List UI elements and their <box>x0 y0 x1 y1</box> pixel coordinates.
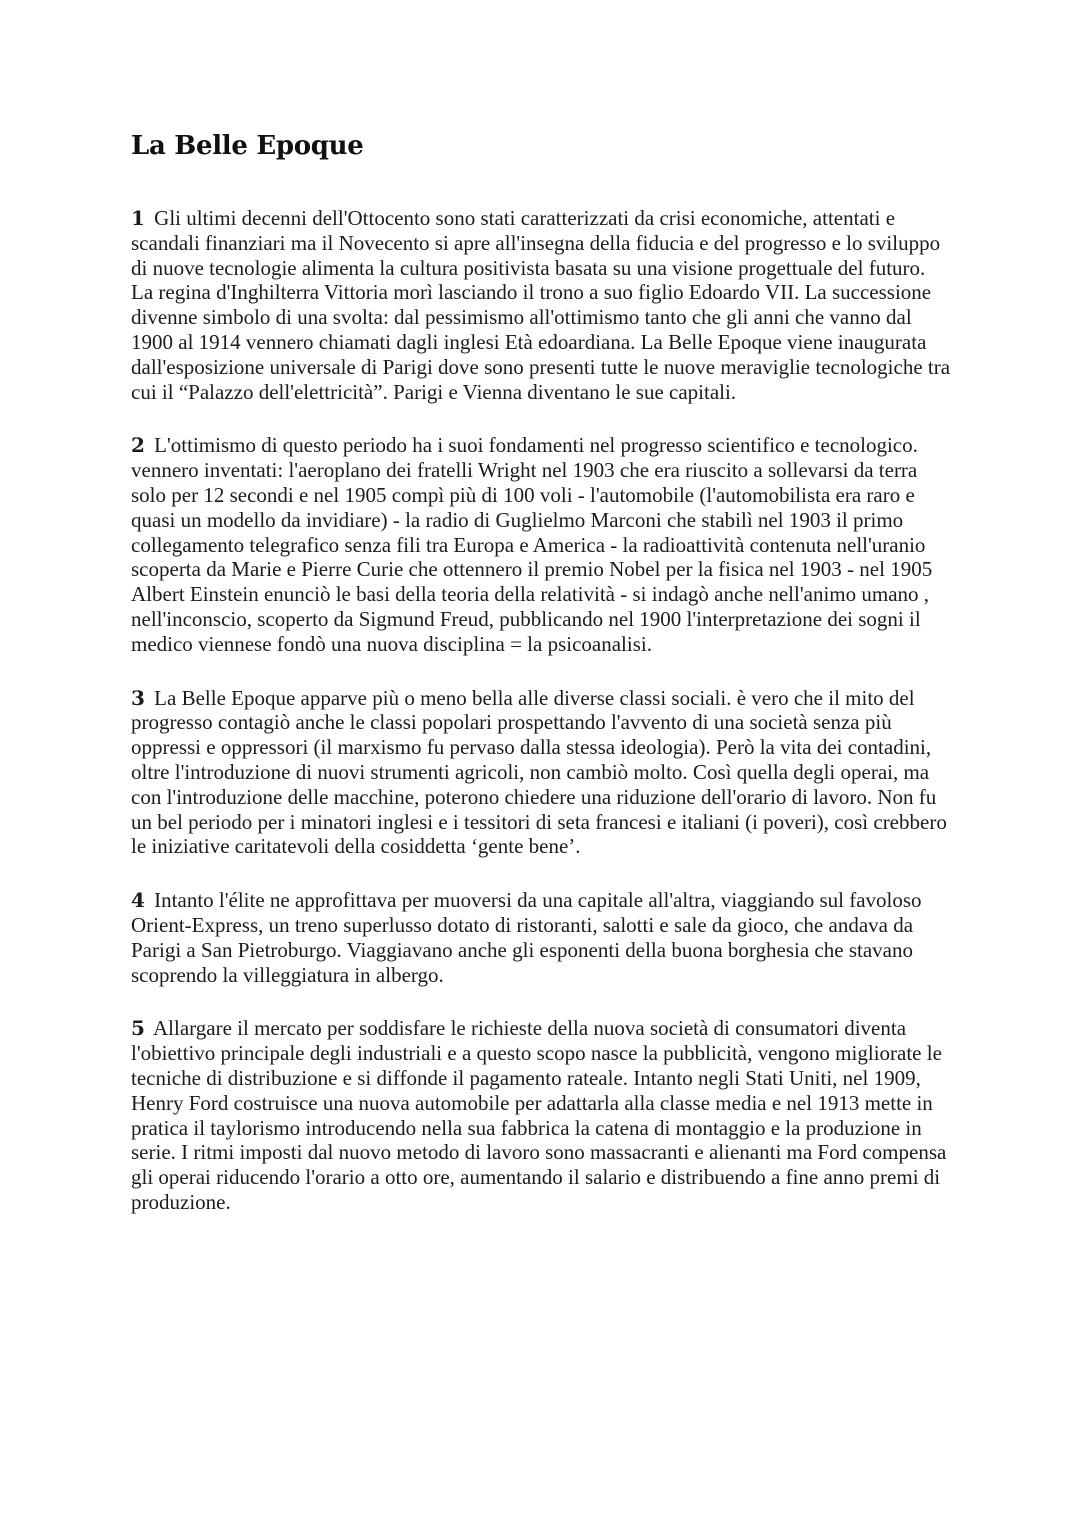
paragraph-number: 1 <box>131 206 145 230</box>
document-title: La Belle Epoque <box>131 131 364 161</box>
paragraph-text: La Belle Epoque apparve più o meno bella alle diverse classi sociali. è vero che il mito del progresso contagiò anche le classi popolari prospettando l'avvento di una società senza più oppressi e oppressori (il marxismo fu pervaso dalla stessa ideologia). Però la vita dei contadini, oltre l'introduzione di nuovi strumenti agricoli, non cambiò molto. Così quella degli operai, ma con l'introduzione delle macchine, poterono chiedere una riduzione dell'orario di lavoro. Non fu un bel periodo per i minatori inglesi e i tessitori di seta francesi e italiani (i poveri), così crebbero le iniziative caritatevoli della cosiddetta ‘gente bene’. <box>131 685 947 859</box>
paragraph-number: 5 <box>131 1016 145 1041</box>
paragraph-number: 2 <box>131 433 145 458</box>
paragraph-text: Allargare il mercato per soddisfare le richieste della nuova società di consumatori diventa l'obiettivo principale degli industriali e a questo scopo nasce la pubblicità, vengono migliorate le tecniche di distribuzione e si diffonde il pagamento rateale. Intanto negli Stati Uniti, nel 1909, Henry Ford costruisce una nuova automobile per adattarla alla classe media e nel 1913 mette in pratica il taylorismo introducendo nella sua fabbrica la catena di montaggio e la produzione in serie. I ritmi imposti dal nuovo metodo di lavoro sono massacranti e alienanti ma Ford compensa gli operai riducendo l'orario a otto ore, aumentando il salario e distribuendo a fine anno premi di produzione. <box>131 1016 947 1214</box>
paragraph-5 <box>131 1016 951 1214</box>
paragraph-2 <box>131 433 951 656</box>
paragraph-text: L'ottimismo di questo periodo ha i suoi fondamenti nel progresso scientifico e tecnologico. vennero inventati: l'aeroplano dei fratelli Wright nel 1903 che era riuscito a sollevarsi da terra solo per 12 secondi e nel 1905 compì più di 100 voli - l'automobile (l'automobilista era raro e quasi un modello da invidiare) - la radio di Guglielmo Marconi che stabilì nel 1903 il primo collegamento telegrafico senza fili tra Europa e America - la radioattività contenuta nell'uranio scoperta da Marie e Pierre Curie che ottennero il premio Nobel per la fisica nel 1903 - nel 1905 Albert Einstein enunciò le basi della teoria della relatività - si indagò anche nell'animo umano , nell'inconscio, scoperto da Sigmund Freud, pubblicando nel 1900 l'interpretazione dei sogni il medico viennese fondò una nuova disciplina = la psicoanalisi. <box>131 433 933 656</box>
paragraph-text: Intanto l'élite ne approfittava per muoversi da una capitale all'altra, viaggiando sul favoloso Orient-Express, un treno superlusso dotato di ristoranti, salotti e sale da gioco, che andava da Parigi a San Pietroburgo. Viaggiavano anche gli esponenti della buona borghesia che stavano scoprendo la villeggiatura in albergo. <box>131 888 922 987</box>
paragraph-1 <box>131 206 951 404</box>
paragraph-number: 3 <box>131 685 145 710</box>
document-page <box>131 128 951 1244</box>
paragraph-4 <box>131 888 951 987</box>
paragraph-3 <box>131 686 951 860</box>
paragraph-number: 4 <box>131 888 145 913</box>
paragraph-text: Gli ultimi decenni dell'Ottocento sono stati caratterizzati da crisi economiche, attentati e scandali finanziari ma il Novecento si apre all'insegna della fiducia e del progresso e lo sviluppo di nuove tecnologie alimenta la cultura positivista basata su una visione progettuale del futuro. La regina d'Inghilterra Vittoria morì lasciando il trono a suo figlio Edoardo VII. La successione divenne simbolo di una svolta: dal pessimismo all'ottimismo tanto che gli anni che vanno dal 1900 al 1914 vennero chiamati dagli inglesi Età edoardiana. La Belle Epoque viene inaugurata dall'esposizione universale di Parigi dove sono presenti tutte le nuove meraviglie tecnologiche tra cui il “Palazzo dell'elettricità”. Parigi e Vienna diventano le sue capitali. <box>131 206 951 404</box>
